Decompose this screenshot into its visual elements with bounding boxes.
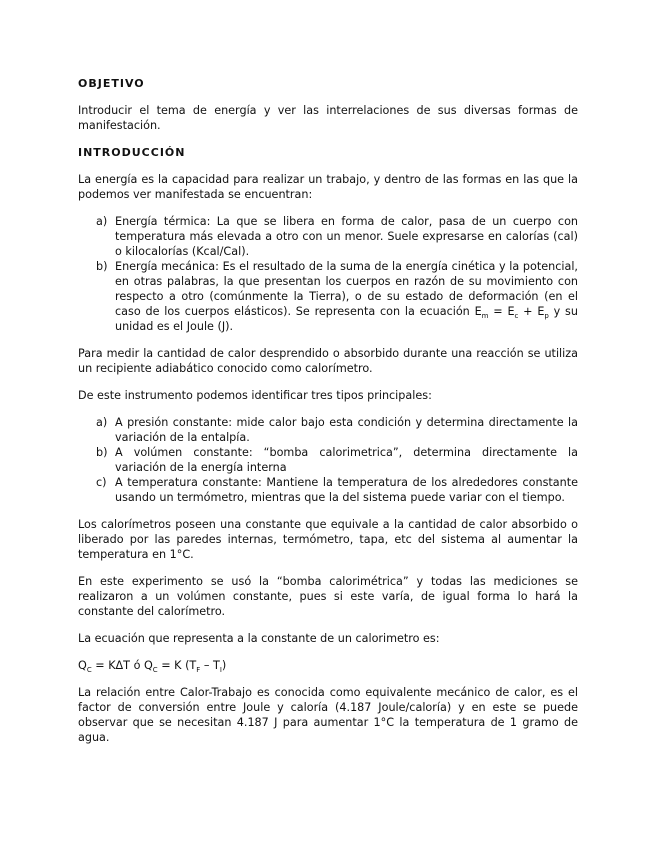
list-item-text: Energía mecánica: Es el resultado de la suma de la energía cinética y la potencial, en otras palabras, la que presentan los cuerpos en razón de su movimiento con respecto a otro (comúnmente la Tierra), o de su estado de deformación (en el caso de los cuerpos elásticos). Se representa con la ecuación (115, 260, 578, 318)
list-item (78, 475, 578, 505)
list-item-text: Energía térmica: La que se libera en forma de calor, pasa de un cuerpo con temperatura más elevada a otro con un menor. Suele expresarse en calorías (cal) o kilocalorías (Kcal/Cal). (115, 215, 578, 258)
tipos-intro-paragraph: De este instrumento podemos identificar tres tipos principales: (78, 389, 432, 402)
calorimetro-paragraph: Para medir la cantidad de calor desprendido o absorbido durante una reacción se utiliza un recipiente adiabático conocido como calorímetro. (78, 347, 578, 375)
calorimeter-constant-equation: $Q_C = K\Delta T$ ó $Q_C = K$ $(T_F - T_I)$ (78, 659, 227, 675)
list-marker: b) (96, 260, 108, 273)
ecuacion-intro-paragraph: La ecuación que representa a la constante de un calorimetro es: (78, 632, 440, 645)
calorimeter-types-list (78, 415, 578, 505)
intro-paragraph: La energía es la capacidad para realizar un trabajo, y dentro de las formas en las que la podemos ver manifestada se encuentran: (78, 173, 578, 201)
introduccion-heading: INTRODUCCIÓN (78, 146, 186, 159)
list-marker: a) (96, 215, 108, 228)
list-marker: b) (96, 446, 108, 459)
constante-paragraph: Los calorímetros poseen una constante que equivale a la cantidad de calor absorbido o liberado por las paredes internas, termómetro, tapa, etc del sistema al aumentar la temperatura en 1°C. (78, 518, 578, 561)
experimento-paragraph: En este experimento se usó la “bomba calorimétrica” y todas las mediciones se realizaron a un volúmen constante, pues si este varía, de igual forma lo hará la constante del calorímetro. (78, 575, 578, 618)
list-item (78, 445, 578, 475)
energy-forms-list (78, 214, 578, 334)
list-item (78, 415, 578, 445)
objetivo-text: Introducir el tema de energía y ver las interrelaciones de sus diversas formas de manifestación. (78, 104, 578, 132)
list-item-text: A temperatura constante: Mantiene la temperatura de los alrededores constante usando un termómetro, mientras que la del sistema puede variar con el tiempo. (115, 476, 578, 504)
mechanical-energy-equation: $E_m = E_c + E_p$ y su unidad es el Joule (J). (115, 305, 578, 333)
list-marker: c) (96, 476, 107, 489)
list-marker: a) (96, 416, 108, 429)
relacion-paragraph: La relación entre Calor-Trabajo es conocida como equivalente mecánico de calor, es el factor de conversión entre Joule y caloría (4.187 Joule/caloría) y en este se puede observar que se necesitan 4.187 J para aumentar 1°C la temperatura de 1 gramo de agua. (78, 686, 578, 744)
list-item-text: A volúmen constante: “bomba calorimetrica”, determina directamente la variación de la energía interna (115, 446, 578, 474)
list-item (78, 259, 578, 334)
objetivo-heading: OBJETIVO (78, 77, 145, 90)
list-item (78, 214, 578, 259)
document-body (78, 76, 578, 757)
list-item-text: A presión constante: mide calor bajo esta condición y determina directamente la variación de la entalpía. (115, 416, 578, 444)
